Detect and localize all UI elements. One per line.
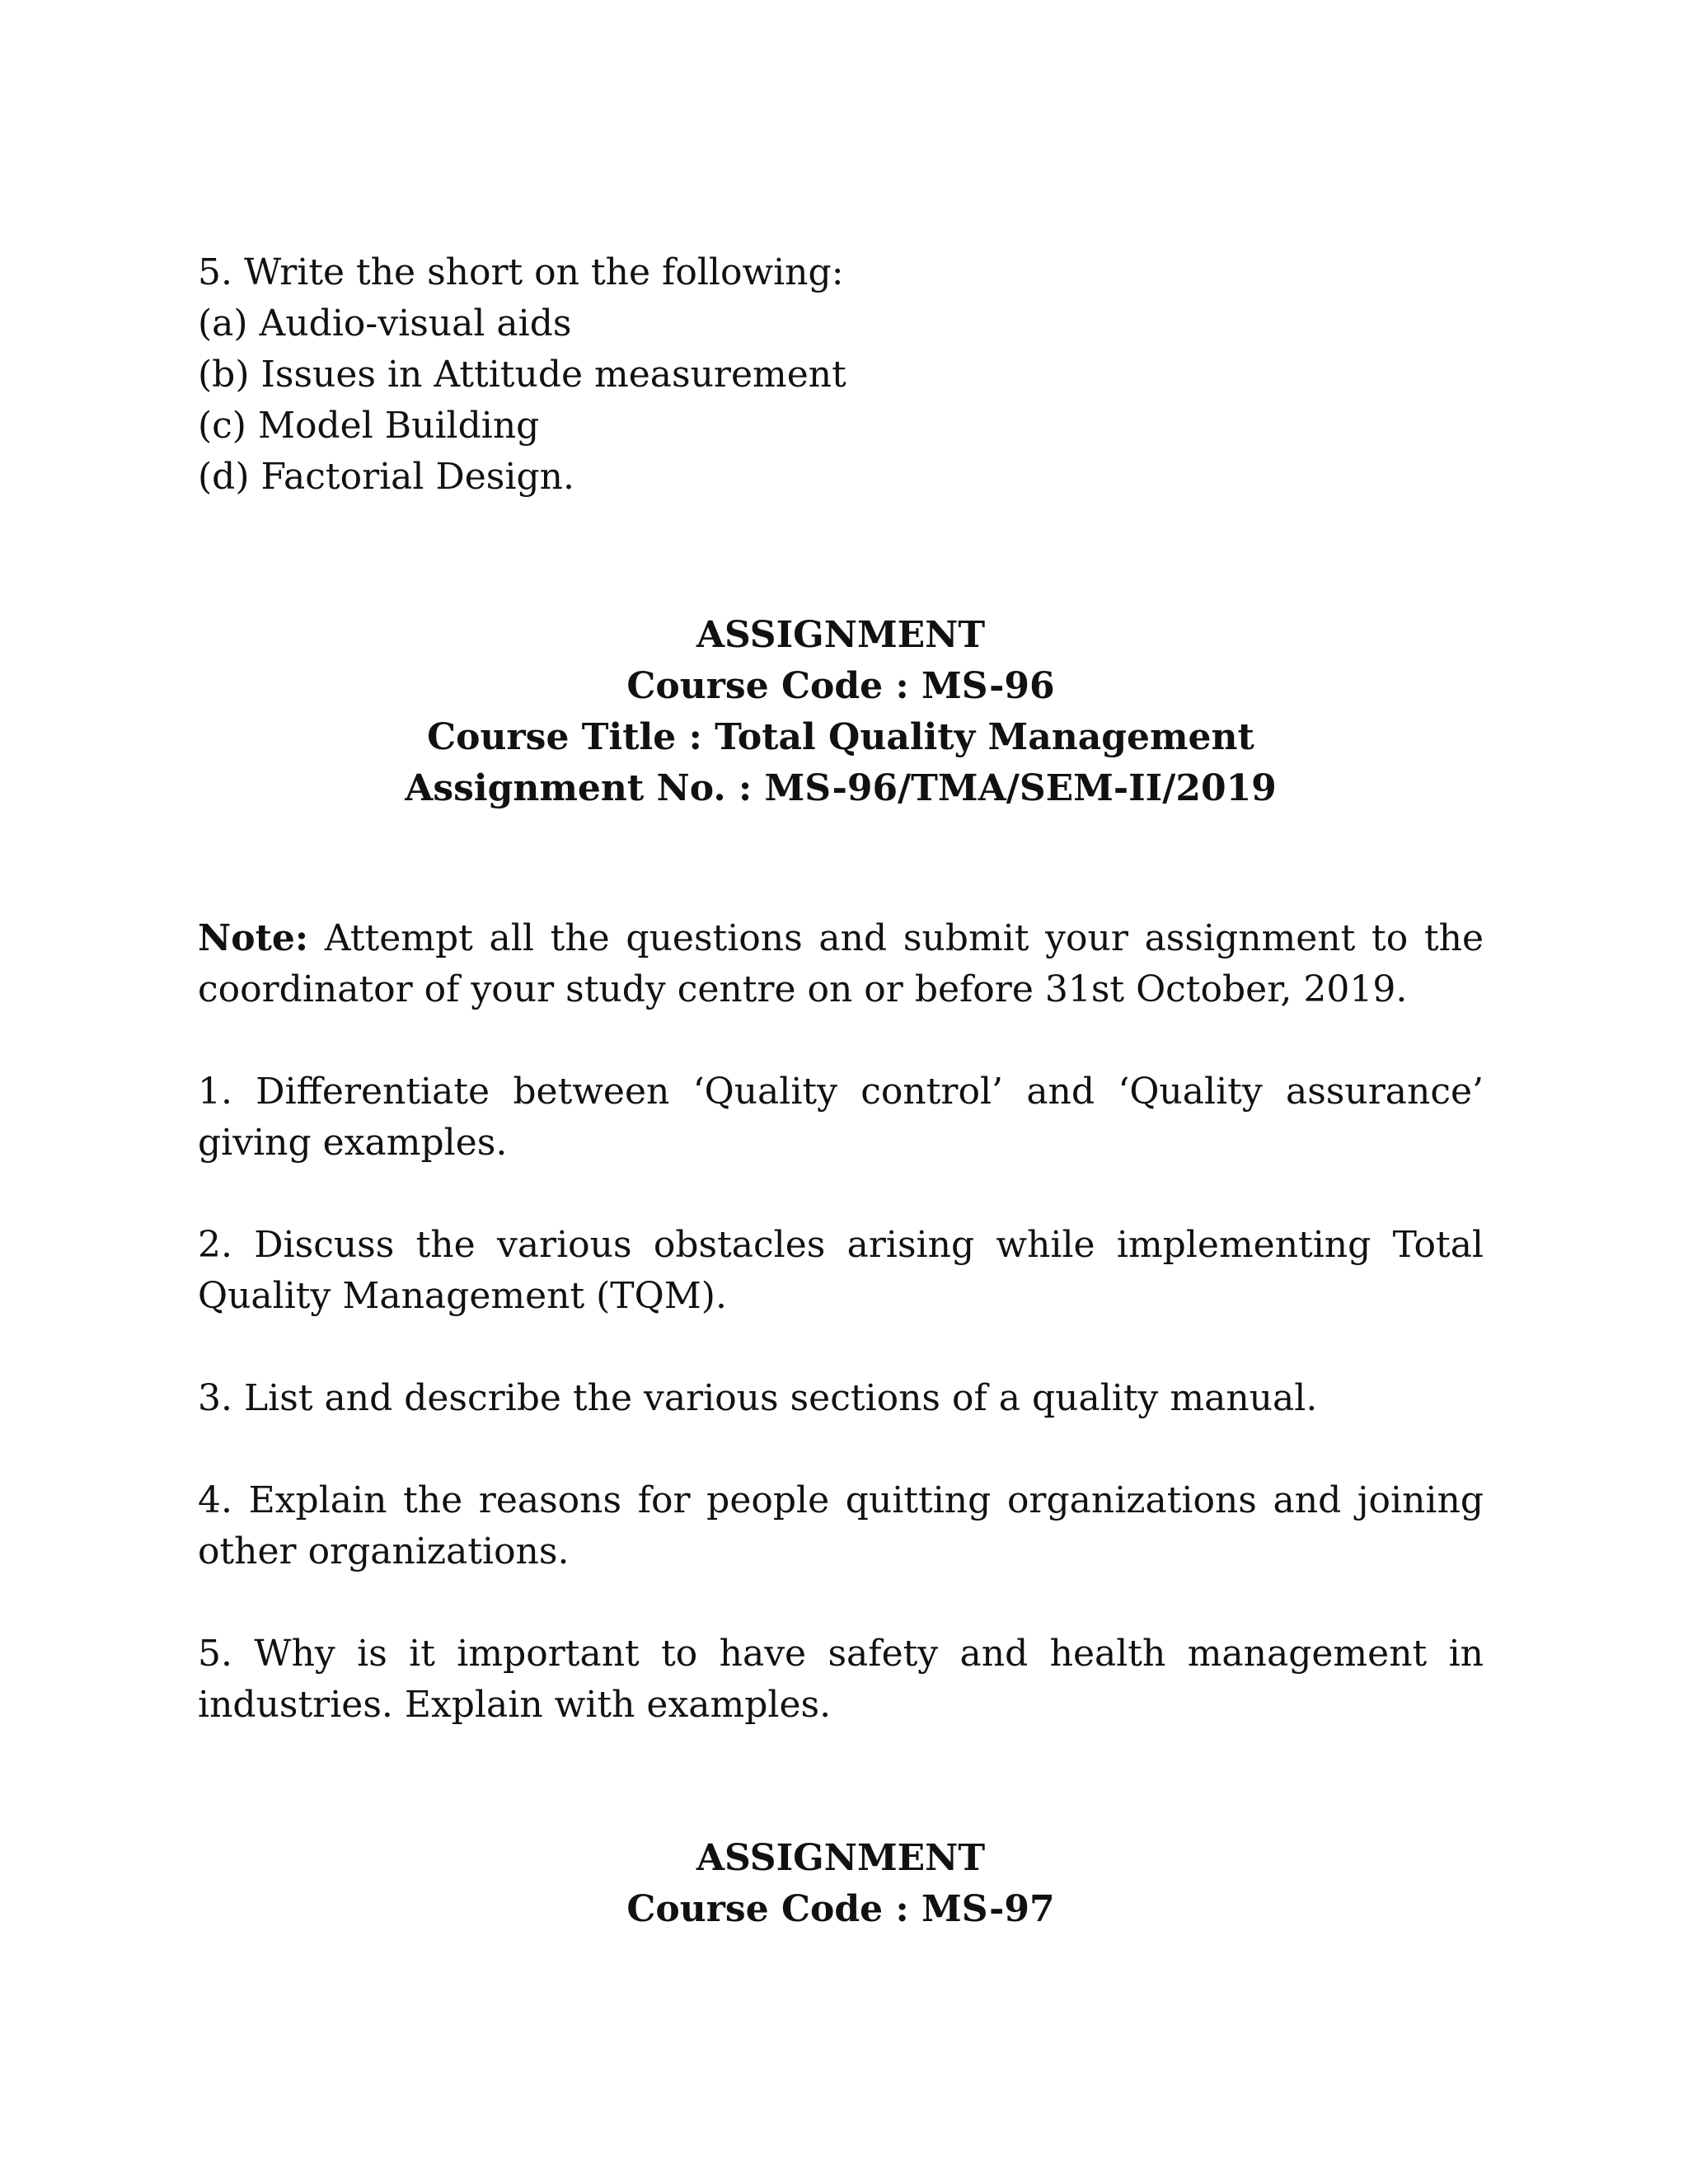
course-code: Course Code : MS-96 — [626, 665, 1055, 707]
assignment-title: ASSIGNMENT — [696, 1837, 986, 1879]
question-item: (a) Audio-visual aids — [198, 302, 572, 344]
assignment-header-ms97 — [198, 1833, 1484, 1935]
question-item: (c) Model Building — [198, 405, 540, 447]
spacer — [198, 1322, 1484, 1373]
question-item: (d) Factorial Design. — [198, 456, 574, 498]
spacer — [198, 1169, 1484, 1220]
question-2: 2. Discuss the various obstacles arising while implementing Total Quality Management (TQM). — [198, 1224, 1484, 1317]
question-3: 3. List and describe the various sections of a quality manual. — [198, 1377, 1318, 1419]
spacer — [198, 1015, 1484, 1066]
previous-question-block — [198, 247, 1484, 503]
spacer — [198, 814, 1484, 913]
assignment-title: ASSIGNMENT — [696, 614, 986, 656]
spacer — [198, 1577, 1484, 1629]
document-page — [198, 247, 1484, 1935]
course-code: Course Code : MS-97 — [626, 1888, 1055, 1930]
question-heading: 5. Write the short on the following: — [198, 251, 844, 293]
note-label: Note: — [198, 917, 309, 959]
note-paragraph — [198, 913, 1484, 1015]
question-item: (b) Issues in Attitude measurement — [198, 354, 846, 396]
assignment-header-ms96 — [198, 610, 1484, 814]
question-5: 5. Why is it important to have safety and health management in industries. Explain with examples. — [198, 1633, 1484, 1726]
course-title: Course Title : Total Quality Management — [427, 716, 1254, 758]
assignment-number: Assignment No. : MS-96/TMA/SEM-II/2019 — [405, 767, 1277, 809]
spacer — [198, 1731, 1484, 1833]
question-4: 4. Explain the reasons for people quitting organizations and joining other organizations. — [198, 1479, 1484, 1572]
question-1: 1. Differentiate between ‘Quality control’ and ‘Quality assurance’ giving examples. — [198, 1071, 1484, 1164]
spacer — [198, 503, 1484, 610]
spacer — [198, 1424, 1484, 1475]
note-text: Attempt all the questions and submit your assignment to the coordinator of your study centre on or before 31st October, 2019. — [198, 917, 1484, 1010]
